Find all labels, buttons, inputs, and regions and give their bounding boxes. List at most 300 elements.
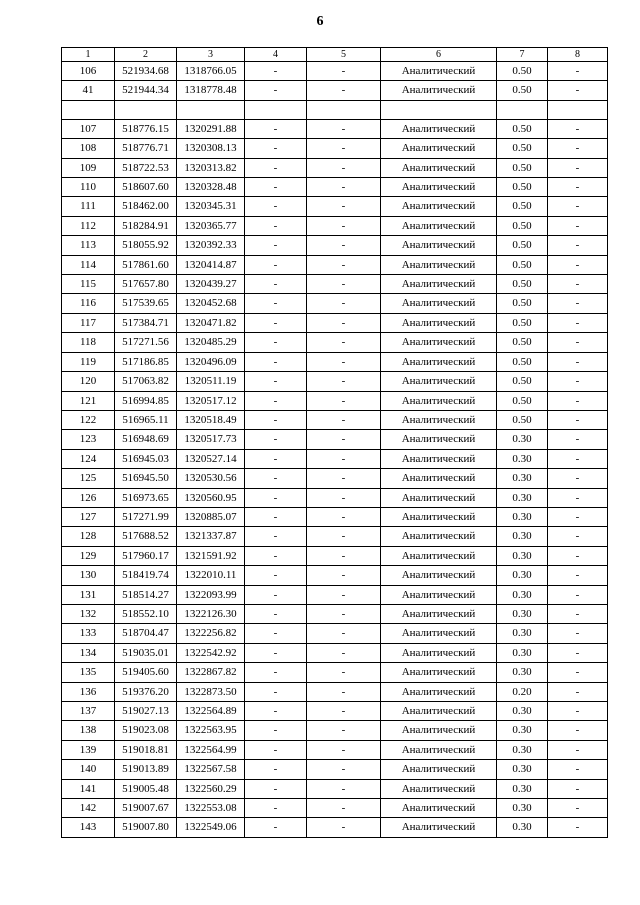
table-cell: - <box>548 799 608 818</box>
table-cell: - <box>245 139 307 158</box>
table-cell: 518776.71 <box>115 139 177 158</box>
table-cell: 0.50 <box>497 216 548 235</box>
table-cell: 1320328.48 <box>177 178 245 197</box>
table-cell: - <box>245 779 307 798</box>
table-row <box>62 469 608 488</box>
table-cell: 1320517.73 <box>177 430 245 449</box>
table-cell: - <box>245 469 307 488</box>
table-cell: - <box>245 702 307 721</box>
table-row <box>62 449 608 468</box>
table-cell: 142 <box>62 799 115 818</box>
table-cell: 131 <box>62 585 115 604</box>
blank-cell <box>497 100 548 119</box>
table-cell: 0.30 <box>497 546 548 565</box>
table-cell: 0.50 <box>497 410 548 429</box>
table-cell: - <box>548 507 608 526</box>
table-cell: 1320511.19 <box>177 372 245 391</box>
table-cell: 1320527.14 <box>177 449 245 468</box>
table-cell: 0.50 <box>497 391 548 410</box>
table-cell: 1320365.77 <box>177 216 245 235</box>
table-row <box>62 313 608 332</box>
table-cell: 519023.08 <box>115 721 177 740</box>
table-cell: - <box>245 604 307 623</box>
table-cell: - <box>548 255 608 274</box>
table-cell: 1320345.31 <box>177 197 245 216</box>
column-header: 4 <box>245 48 307 62</box>
table-cell: 517271.56 <box>115 333 177 352</box>
table-cell: 1320496.09 <box>177 352 245 371</box>
table-cell: - <box>548 352 608 371</box>
table-cell: 0.30 <box>497 760 548 779</box>
table-cell: 117 <box>62 313 115 332</box>
table-cell: 138 <box>62 721 115 740</box>
table-cell: - <box>245 255 307 274</box>
table-cell: - <box>307 779 381 798</box>
table-cell: - <box>307 62 381 81</box>
table-cell: 1322867.82 <box>177 663 245 682</box>
table-cell: 0.50 <box>497 294 548 313</box>
table-cell: 1320517.12 <box>177 391 245 410</box>
table-cell: 0.30 <box>497 469 548 488</box>
table-cell: Аналитический <box>381 81 497 100</box>
table-cell: 124 <box>62 449 115 468</box>
table-cell: 135 <box>62 663 115 682</box>
table-cell: - <box>307 799 381 818</box>
table-cell: - <box>548 585 608 604</box>
table-cell: 518514.27 <box>115 585 177 604</box>
column-header: 5 <box>307 48 381 62</box>
column-header: 8 <box>548 48 608 62</box>
page-number: 6 <box>316 14 324 29</box>
table-cell: - <box>548 604 608 623</box>
table-cell: Аналитический <box>381 527 497 546</box>
table-cell: 1322549.06 <box>177 818 245 837</box>
table-cell: 0.50 <box>497 255 548 274</box>
table-cell: - <box>548 81 608 100</box>
table-row <box>62 643 608 662</box>
table-cell: - <box>307 313 381 332</box>
table-row <box>62 546 608 565</box>
table-cell: 110 <box>62 178 115 197</box>
table-cell: 0.20 <box>497 682 548 701</box>
table-cell: - <box>307 546 381 565</box>
table-cell: 0.30 <box>497 818 548 837</box>
table-cell: - <box>245 333 307 352</box>
table-cell: Аналитический <box>381 313 497 332</box>
table-cell: Аналитический <box>381 682 497 701</box>
table-cell: - <box>548 643 608 662</box>
table-cell: - <box>548 294 608 313</box>
table-cell: 0.50 <box>497 275 548 294</box>
table-cell: 1322564.99 <box>177 740 245 759</box>
table-cell: Аналитический <box>381 62 497 81</box>
table-cell: - <box>245 566 307 585</box>
table-row <box>62 585 608 604</box>
column-header: 6 <box>381 48 497 62</box>
table-cell: - <box>245 799 307 818</box>
table-cell: - <box>245 197 307 216</box>
table-cell: 1320392.33 <box>177 236 245 255</box>
table-cell: - <box>307 643 381 662</box>
table-cell: - <box>548 818 608 837</box>
table-cell: Аналитический <box>381 158 497 177</box>
blank-cell <box>245 100 307 119</box>
table-cell: 109 <box>62 158 115 177</box>
table-cell: Аналитический <box>381 663 497 682</box>
table-cell: 1318766.05 <box>177 62 245 81</box>
table-cell: Аналитический <box>381 430 497 449</box>
table-cell: 1320308.13 <box>177 139 245 158</box>
table-row <box>62 624 608 643</box>
table-cell: - <box>548 546 608 565</box>
table-cell: 517861.60 <box>115 255 177 274</box>
table-cell: 1322093.99 <box>177 585 245 604</box>
table-cell: - <box>548 216 608 235</box>
table-cell: - <box>548 391 608 410</box>
table-cell: - <box>548 760 608 779</box>
table-cell: - <box>245 294 307 313</box>
table-row <box>62 236 608 255</box>
table-cell: - <box>307 275 381 294</box>
table-cell: 127 <box>62 507 115 526</box>
table-cell: 519018.81 <box>115 740 177 759</box>
table-cell: - <box>307 740 381 759</box>
table-cell: - <box>245 158 307 177</box>
table-row <box>62 81 608 100</box>
table-cell: 0.30 <box>497 566 548 585</box>
table-cell: Аналитический <box>381 178 497 197</box>
table-cell: Аналитический <box>381 604 497 623</box>
table-cell: - <box>548 197 608 216</box>
table-row <box>62 604 608 623</box>
table-cell: 517063.82 <box>115 372 177 391</box>
table-cell: 0.30 <box>497 721 548 740</box>
table-cell: 0.50 <box>497 178 548 197</box>
table-cell: - <box>245 449 307 468</box>
table-cell: - <box>245 643 307 662</box>
table-cell: - <box>307 507 381 526</box>
table-cell: - <box>245 236 307 255</box>
table-cell: Аналитический <box>381 585 497 604</box>
table-cell: Аналитический <box>381 255 497 274</box>
table-cell: 41 <box>62 81 115 100</box>
table-cell: 1322010.11 <box>177 566 245 585</box>
table-cell: - <box>548 313 608 332</box>
table-cell: 0.30 <box>497 604 548 623</box>
table-cell: 133 <box>62 624 115 643</box>
table-cell: - <box>307 469 381 488</box>
table-cell: - <box>548 275 608 294</box>
table-cell: 120 <box>62 372 115 391</box>
table-cell: 113 <box>62 236 115 255</box>
table-cell: Аналитический <box>381 391 497 410</box>
table-cell: Аналитический <box>381 624 497 643</box>
table-cell: - <box>548 682 608 701</box>
table-cell: - <box>307 236 381 255</box>
table-cell: - <box>307 391 381 410</box>
table-cell: - <box>548 449 608 468</box>
table-cell: 126 <box>62 488 115 507</box>
table-cell: 518055.92 <box>115 236 177 255</box>
table-cell: 516965.11 <box>115 410 177 429</box>
table-cell: Аналитический <box>381 721 497 740</box>
table-cell: 519027.13 <box>115 702 177 721</box>
table-row <box>62 818 608 837</box>
table-cell: 516945.03 <box>115 449 177 468</box>
table-row <box>62 799 608 818</box>
table-row <box>62 488 608 507</box>
table-cell: 518607.60 <box>115 178 177 197</box>
table-cell: 1322873.50 <box>177 682 245 701</box>
table-cell: - <box>307 119 381 138</box>
table-cell: 134 <box>62 643 115 662</box>
table-cell: 119 <box>62 352 115 371</box>
table-cell: - <box>307 682 381 701</box>
table-cell: 1320530.56 <box>177 469 245 488</box>
table-cell: Аналитический <box>381 236 497 255</box>
table-row <box>62 430 608 449</box>
table-cell: - <box>245 624 307 643</box>
blank-cell <box>177 100 245 119</box>
table-cell: 0.50 <box>497 372 548 391</box>
table-cell: 0.50 <box>497 139 548 158</box>
column-header: 2 <box>115 48 177 62</box>
table-cell: Аналитический <box>381 333 497 352</box>
table-cell: - <box>245 488 307 507</box>
table-row <box>62 663 608 682</box>
table-cell: 0.30 <box>497 799 548 818</box>
table-cell: 0.50 <box>497 236 548 255</box>
table-cell: - <box>548 527 608 546</box>
blank-cell <box>381 100 497 119</box>
table-row <box>62 352 608 371</box>
table-cell: 518722.53 <box>115 158 177 177</box>
table-cell: - <box>245 760 307 779</box>
table-cell: - <box>548 624 608 643</box>
blank-cell <box>548 100 608 119</box>
table-cell: - <box>548 410 608 429</box>
table-cell: 517657.80 <box>115 275 177 294</box>
table-cell: - <box>245 507 307 526</box>
table-cell: Аналитический <box>381 818 497 837</box>
table-cell: 1322553.08 <box>177 799 245 818</box>
table-cell: 521934.68 <box>115 62 177 81</box>
table-cell: 125 <box>62 469 115 488</box>
table-cell: - <box>307 255 381 274</box>
table-cell: - <box>245 352 307 371</box>
table-cell: Аналитический <box>381 760 497 779</box>
table-cell: Аналитический <box>381 546 497 565</box>
table-cell: - <box>548 779 608 798</box>
table-cell: - <box>548 721 608 740</box>
table-cell: 1320414.87 <box>177 255 245 274</box>
table-cell: 106 <box>62 62 115 81</box>
table-cell: - <box>548 469 608 488</box>
table-cell: 1322542.92 <box>177 643 245 662</box>
table-cell: Аналитический <box>381 197 497 216</box>
table-cell: 518776.15 <box>115 119 177 138</box>
table-cell: 0.30 <box>497 663 548 682</box>
table-cell: 518552.10 <box>115 604 177 623</box>
table-cell: - <box>548 178 608 197</box>
table-cell: 0.30 <box>497 779 548 798</box>
table-cell: 0.50 <box>497 352 548 371</box>
table-cell: 519005.48 <box>115 779 177 798</box>
table-cell: 136 <box>62 682 115 701</box>
table-row <box>62 119 608 138</box>
table-cell: 1320485.29 <box>177 333 245 352</box>
table-cell: 1318778.48 <box>177 81 245 100</box>
table-cell: 1322563.95 <box>177 721 245 740</box>
table-cell: Аналитический <box>381 294 497 313</box>
table-cell: - <box>307 488 381 507</box>
table-cell: Аналитический <box>381 410 497 429</box>
table-cell: - <box>307 566 381 585</box>
table-cell: - <box>548 372 608 391</box>
table-row <box>62 779 608 798</box>
table-cell: 0.50 <box>497 333 548 352</box>
table-cell: 1321337.87 <box>177 527 245 546</box>
table-cell: - <box>548 663 608 682</box>
table-cell: Аналитический <box>381 352 497 371</box>
table-cell: 143 <box>62 818 115 837</box>
table-cell: 1320471.82 <box>177 313 245 332</box>
table-cell: 517539.65 <box>115 294 177 313</box>
table-cell: 107 <box>62 119 115 138</box>
table-cell: 137 <box>62 702 115 721</box>
table-cell: 140 <box>62 760 115 779</box>
table-cell: 0.50 <box>497 81 548 100</box>
table-cell: 112 <box>62 216 115 235</box>
table-cell: - <box>307 818 381 837</box>
table-cell: - <box>307 663 381 682</box>
table-row <box>62 372 608 391</box>
table-cell: 0.30 <box>497 430 548 449</box>
table-cell: 0.50 <box>497 119 548 138</box>
table-cell: 116 <box>62 294 115 313</box>
table-cell: 1322560.29 <box>177 779 245 798</box>
table-cell: - <box>245 546 307 565</box>
table-cell: 1320291.88 <box>177 119 245 138</box>
table-cell: - <box>245 682 307 701</box>
table-cell: 518462.00 <box>115 197 177 216</box>
table-cell: - <box>307 158 381 177</box>
table-cell: 139 <box>62 740 115 759</box>
table-cell: - <box>307 721 381 740</box>
table-cell: - <box>245 216 307 235</box>
table-cell: Аналитический <box>381 740 497 759</box>
table-cell: 141 <box>62 779 115 798</box>
table-row <box>62 740 608 759</box>
table-row <box>62 333 608 352</box>
table-row <box>62 391 608 410</box>
table-cell: - <box>245 178 307 197</box>
table-row <box>62 294 608 313</box>
table-cell: 518419.74 <box>115 566 177 585</box>
table-cell: - <box>548 566 608 585</box>
table-cell: 128 <box>62 527 115 546</box>
table-cell: - <box>548 236 608 255</box>
table-cell: - <box>307 216 381 235</box>
table-cell: Аналитический <box>381 507 497 526</box>
table-cell: - <box>548 702 608 721</box>
table-cell: - <box>245 818 307 837</box>
table-row <box>62 682 608 701</box>
table-row <box>62 216 608 235</box>
table-cell: 1322126.30 <box>177 604 245 623</box>
table-cell: 517688.52 <box>115 527 177 546</box>
table-cell: 0.50 <box>497 197 548 216</box>
table-row <box>62 507 608 526</box>
table-cell: 519007.67 <box>115 799 177 818</box>
table-cell: - <box>548 488 608 507</box>
table-cell: Аналитический <box>381 488 497 507</box>
table-cell: - <box>548 62 608 81</box>
table-cell: 0.30 <box>497 585 548 604</box>
column-header: 1 <box>62 48 115 62</box>
table-cell: 0.30 <box>497 507 548 526</box>
table-cell: 519007.80 <box>115 818 177 837</box>
table-cell: 111 <box>62 197 115 216</box>
table-cell: - <box>307 760 381 779</box>
table-cell: 129 <box>62 546 115 565</box>
table-cell: 0.30 <box>497 702 548 721</box>
table-cell: 519013.89 <box>115 760 177 779</box>
table-cell: 516973.65 <box>115 488 177 507</box>
table-cell: 519035.01 <box>115 643 177 662</box>
table-cell: 118 <box>62 333 115 352</box>
table-cell: 1320518.49 <box>177 410 245 429</box>
table-cell: 0.30 <box>497 624 548 643</box>
table-cell: - <box>548 430 608 449</box>
table-cell: - <box>548 333 608 352</box>
table-cell: Аналитический <box>381 702 497 721</box>
table-cell: 115 <box>62 275 115 294</box>
table-cell: 519405.60 <box>115 663 177 682</box>
table-cell: - <box>245 721 307 740</box>
table-cell: - <box>548 119 608 138</box>
table-body <box>62 62 608 838</box>
table-cell: - <box>245 62 307 81</box>
coordinates-table <box>61 47 608 838</box>
table-cell: 517186.85 <box>115 352 177 371</box>
table-cell: 1320885.07 <box>177 507 245 526</box>
table-row <box>62 410 608 429</box>
table-cell: 1321591.92 <box>177 546 245 565</box>
table-row <box>62 527 608 546</box>
blank-row <box>62 100 608 119</box>
table-cell: 1320452.68 <box>177 294 245 313</box>
table-cell: - <box>307 527 381 546</box>
blank-cell <box>115 100 177 119</box>
table-cell: Аналитический <box>381 139 497 158</box>
table-cell: - <box>245 391 307 410</box>
table-cell: 1320313.82 <box>177 158 245 177</box>
table-cell: - <box>245 119 307 138</box>
table-row <box>62 178 608 197</box>
table-cell: Аналитический <box>381 779 497 798</box>
table-cell: Аналитический <box>381 449 497 468</box>
table-cell: - <box>307 294 381 313</box>
table-cell: 0.50 <box>497 62 548 81</box>
table-cell: 1322564.89 <box>177 702 245 721</box>
table-cell: Аналитический <box>381 119 497 138</box>
table-row <box>62 62 608 81</box>
table-cell: - <box>245 313 307 332</box>
table-cell: 0.30 <box>497 740 548 759</box>
table-cell: - <box>307 585 381 604</box>
table-cell: Аналитический <box>381 216 497 235</box>
